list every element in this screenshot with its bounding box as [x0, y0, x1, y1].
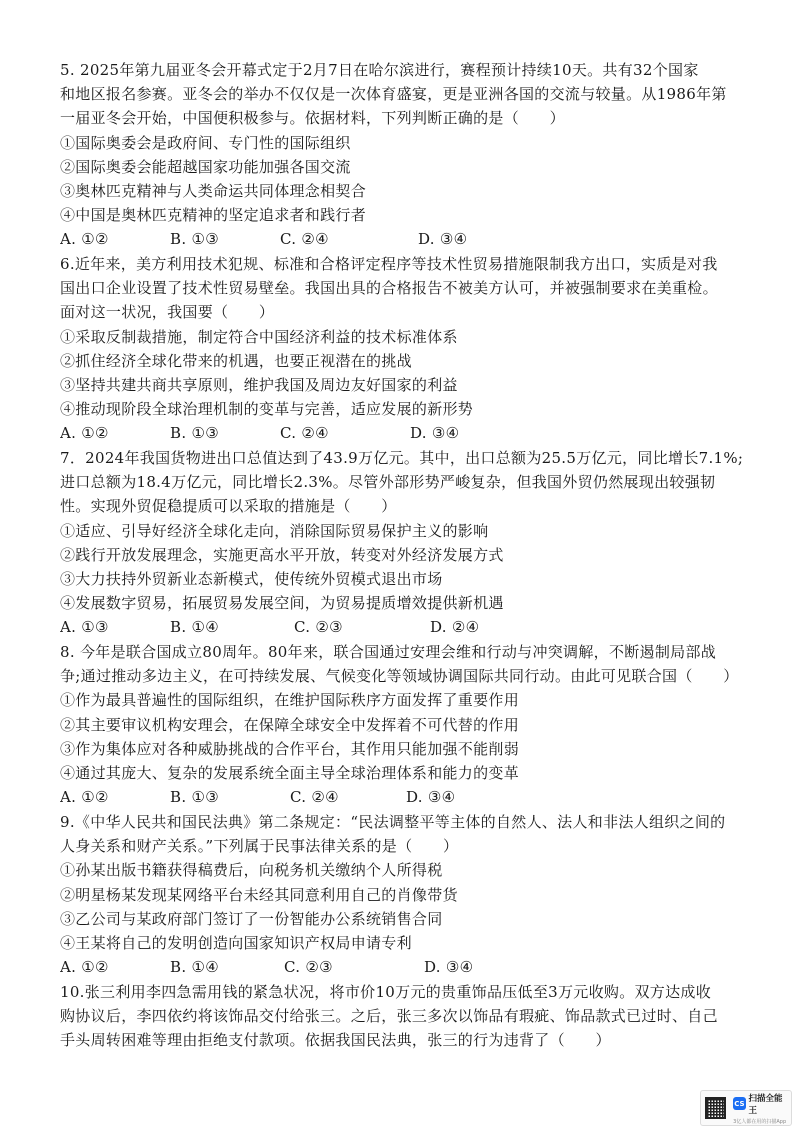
- question-text-line: 7．2024年我国货物进出口总值达到了43.9万亿元。其中，出口总额为25.5万亿元，同比增长7.1%;: [60, 449, 744, 467]
- statement-2: ②明星杨某发现某网络平台未经其同意利用自己的肖像带货: [60, 885, 458, 904]
- option-c: C. ②④: [290, 788, 339, 807]
- question-5: [60, 58, 760, 252]
- option-d: D. ③④: [418, 230, 468, 249]
- question-text-line: 9.《中华人民共和国民法典》第二条规定：“民法调整平等主体的自然人、法人和非法人组织之间的: [60, 813, 726, 831]
- question-text-line: 和地区报名参赛。亚冬会的举办不仅仅是一次体育盛宴，更是亚洲各国的交流与较量。从1986年第: [60, 85, 727, 104]
- option-c: C. ②④: [280, 424, 329, 443]
- statement-1: ①国际奥委会是政府间、专门性的国际组织: [60, 133, 351, 152]
- answer-options: [60, 615, 760, 639]
- option-b: B. ①④: [170, 618, 219, 637]
- answer-options: [60, 785, 760, 809]
- option-d: D. ③④: [424, 958, 474, 977]
- question-text-line: 争;通过推动多边主义，在可持续发展、气候变化等领域协调国际共同行动。由此可见联合国（ ）: [60, 667, 739, 686]
- statement-1: ①孙某出版书籍获得稿费后，向税务机关缴纳个人所得税: [60, 861, 443, 880]
- question-text-line: 人身关系和财产关系。”下列属于民事法律关系的是（ ）: [60, 837, 459, 856]
- question-text-line: 国出口企业设置了技术性贸易壁垒。我国出具的合格报告不被美方认可，并被强制要求在美重检。: [60, 279, 718, 298]
- option-b: B. ①③: [170, 788, 219, 807]
- question-text-line: 6.近年来，美方利用技术犯规、标准和合格评定程序等技术性贸易措施限制我方出口，实质是对我: [60, 255, 718, 273]
- question-text-line: 一届亚冬会开始，中国便积极参与。依据材料，下列判断正确的是（ ）: [60, 109, 565, 128]
- question-10: [60, 980, 760, 1053]
- question-text-line: 5. 2025年第九届亚冬会开幕式定于2月7日在哈尔滨进行，赛程预计持续10天。共有32个国家: [60, 61, 699, 79]
- statement-2: ②践行开放发展理念，实施更高水平开放，转变对外经济发展方式: [60, 545, 504, 564]
- statement-4: ④中国是奥林匹克精神的坚定追求者和践行者: [60, 206, 367, 225]
- option-d: D. ③④: [406, 788, 456, 807]
- statement-2: ②其主要审议机构安理会，在保障全球安全中发挥着不可代替的作用: [60, 715, 520, 734]
- question-text-line: 面对这一状况，我国要（ ）: [60, 303, 275, 322]
- question-text-line: 10.张三利用李四急需用钱的紧急状况，将市价10万元的贵重饰品压低至3万元收购。双方达成收: [60, 983, 711, 1001]
- question-6: [60, 252, 760, 446]
- option-d: D. ②④: [430, 618, 480, 637]
- option-c: C. ②④: [280, 230, 329, 249]
- option-a: A. ①②: [60, 424, 109, 443]
- statement-3: ③大力扶持外贸新业态新模式，使传统外贸模式退出市场: [60, 569, 443, 588]
- statement-3: ③坚持共建共商共享原则，维护我国及周边友好国家的利益: [60, 375, 458, 394]
- question-7: [60, 446, 760, 640]
- statement-2: ②抓住经济全球化带来的机遇，也要正视潜在的挑战: [60, 351, 412, 370]
- statement-3: ③奥林匹克精神与人类命运共同体理念相契合: [60, 181, 367, 200]
- statement-1: ①作为最具普遍性的国际组织，在维护国际秩序方面发挥了重要作用: [60, 691, 520, 710]
- option-a: A. ①②: [60, 230, 109, 249]
- answer-options: [60, 227, 760, 251]
- option-a: A. ①②: [60, 788, 109, 807]
- watermark-text: [733, 1092, 789, 1125]
- statement-3: ③乙公司与某政府部门签订了一份智能办公系统销售合同: [60, 909, 443, 928]
- option-c: C. ②③: [284, 958, 333, 977]
- question-text-line: 性。实现外贸促稳提质可以采取的措施是（ ）: [60, 497, 397, 516]
- question-8: [60, 640, 760, 809]
- option-a: A. ①②: [60, 958, 109, 977]
- option-b: B. ①④: [170, 958, 219, 977]
- option-c: C. ②③: [294, 618, 343, 637]
- camscanner-logo-icon: CS: [733, 1097, 745, 1110]
- statement-1: ①适应、引导好经济全球化走向，消除国际贸易保护主义的影响: [60, 521, 489, 540]
- option-b: B. ①③: [170, 424, 219, 443]
- statement-1: ①采取反制裁措施，制定符合中国经济利益的技术标准体系: [60, 327, 458, 346]
- question-text-line: 购协议后，李四依约将该饰品交付给张三。之后，张三多次以饰品有瑕疵、饰品款式已过时、自己: [60, 1007, 718, 1026]
- camscanner-watermark: [700, 1090, 792, 1126]
- statement-3: ③作为集体应对各种威胁挑战的合作平台，其作用只能加强不能削弱: [60, 739, 520, 758]
- question-9: [60, 810, 760, 979]
- answer-options: [60, 955, 760, 979]
- statement-2: ②国际奥委会能超越国家功能加强各国交流: [60, 157, 351, 176]
- watermark-tagline: 3亿人都在用的扫描App: [733, 1118, 787, 1125]
- statement-4: ④通过其庞大、复杂的发展系统全面主导全球治理体系和能力的变革: [60, 763, 520, 782]
- question-text-line: 手头周转困难等理由拒绝支付款项。依据我国民法典，张三的行为违背了（ ）: [60, 1031, 611, 1050]
- question-text-line: 8. 今年是联合国成立80周年。80年来，联合国通过安理会维和行动与冲突调解，不断遏制局部战: [60, 643, 717, 661]
- statement-4: ④王某将自己的发明创造向国家知识产权局申请专利: [60, 933, 412, 952]
- question-text-line: 进口总额为18.4万亿元，同比增长2.3%。尽管外部形势严峻复杂，但我国外贸仍然展现出较强韧: [60, 473, 716, 492]
- option-a: A. ①③: [60, 618, 109, 637]
- statement-4: ④推动现阶段全球治理机制的变革与完善，适应发展的新形势: [60, 400, 474, 419]
- watermark-app-name: 扫描全能王: [748, 1093, 783, 1116]
- answer-options: [60, 421, 760, 445]
- option-b: B. ①③: [170, 230, 219, 249]
- option-d: D. ③④: [410, 424, 460, 443]
- statement-4: ④发展数字贸易，拓展贸易发展空间，为贸易提质增效提供新机遇: [60, 594, 504, 613]
- qr-code-icon: [705, 1097, 726, 1119]
